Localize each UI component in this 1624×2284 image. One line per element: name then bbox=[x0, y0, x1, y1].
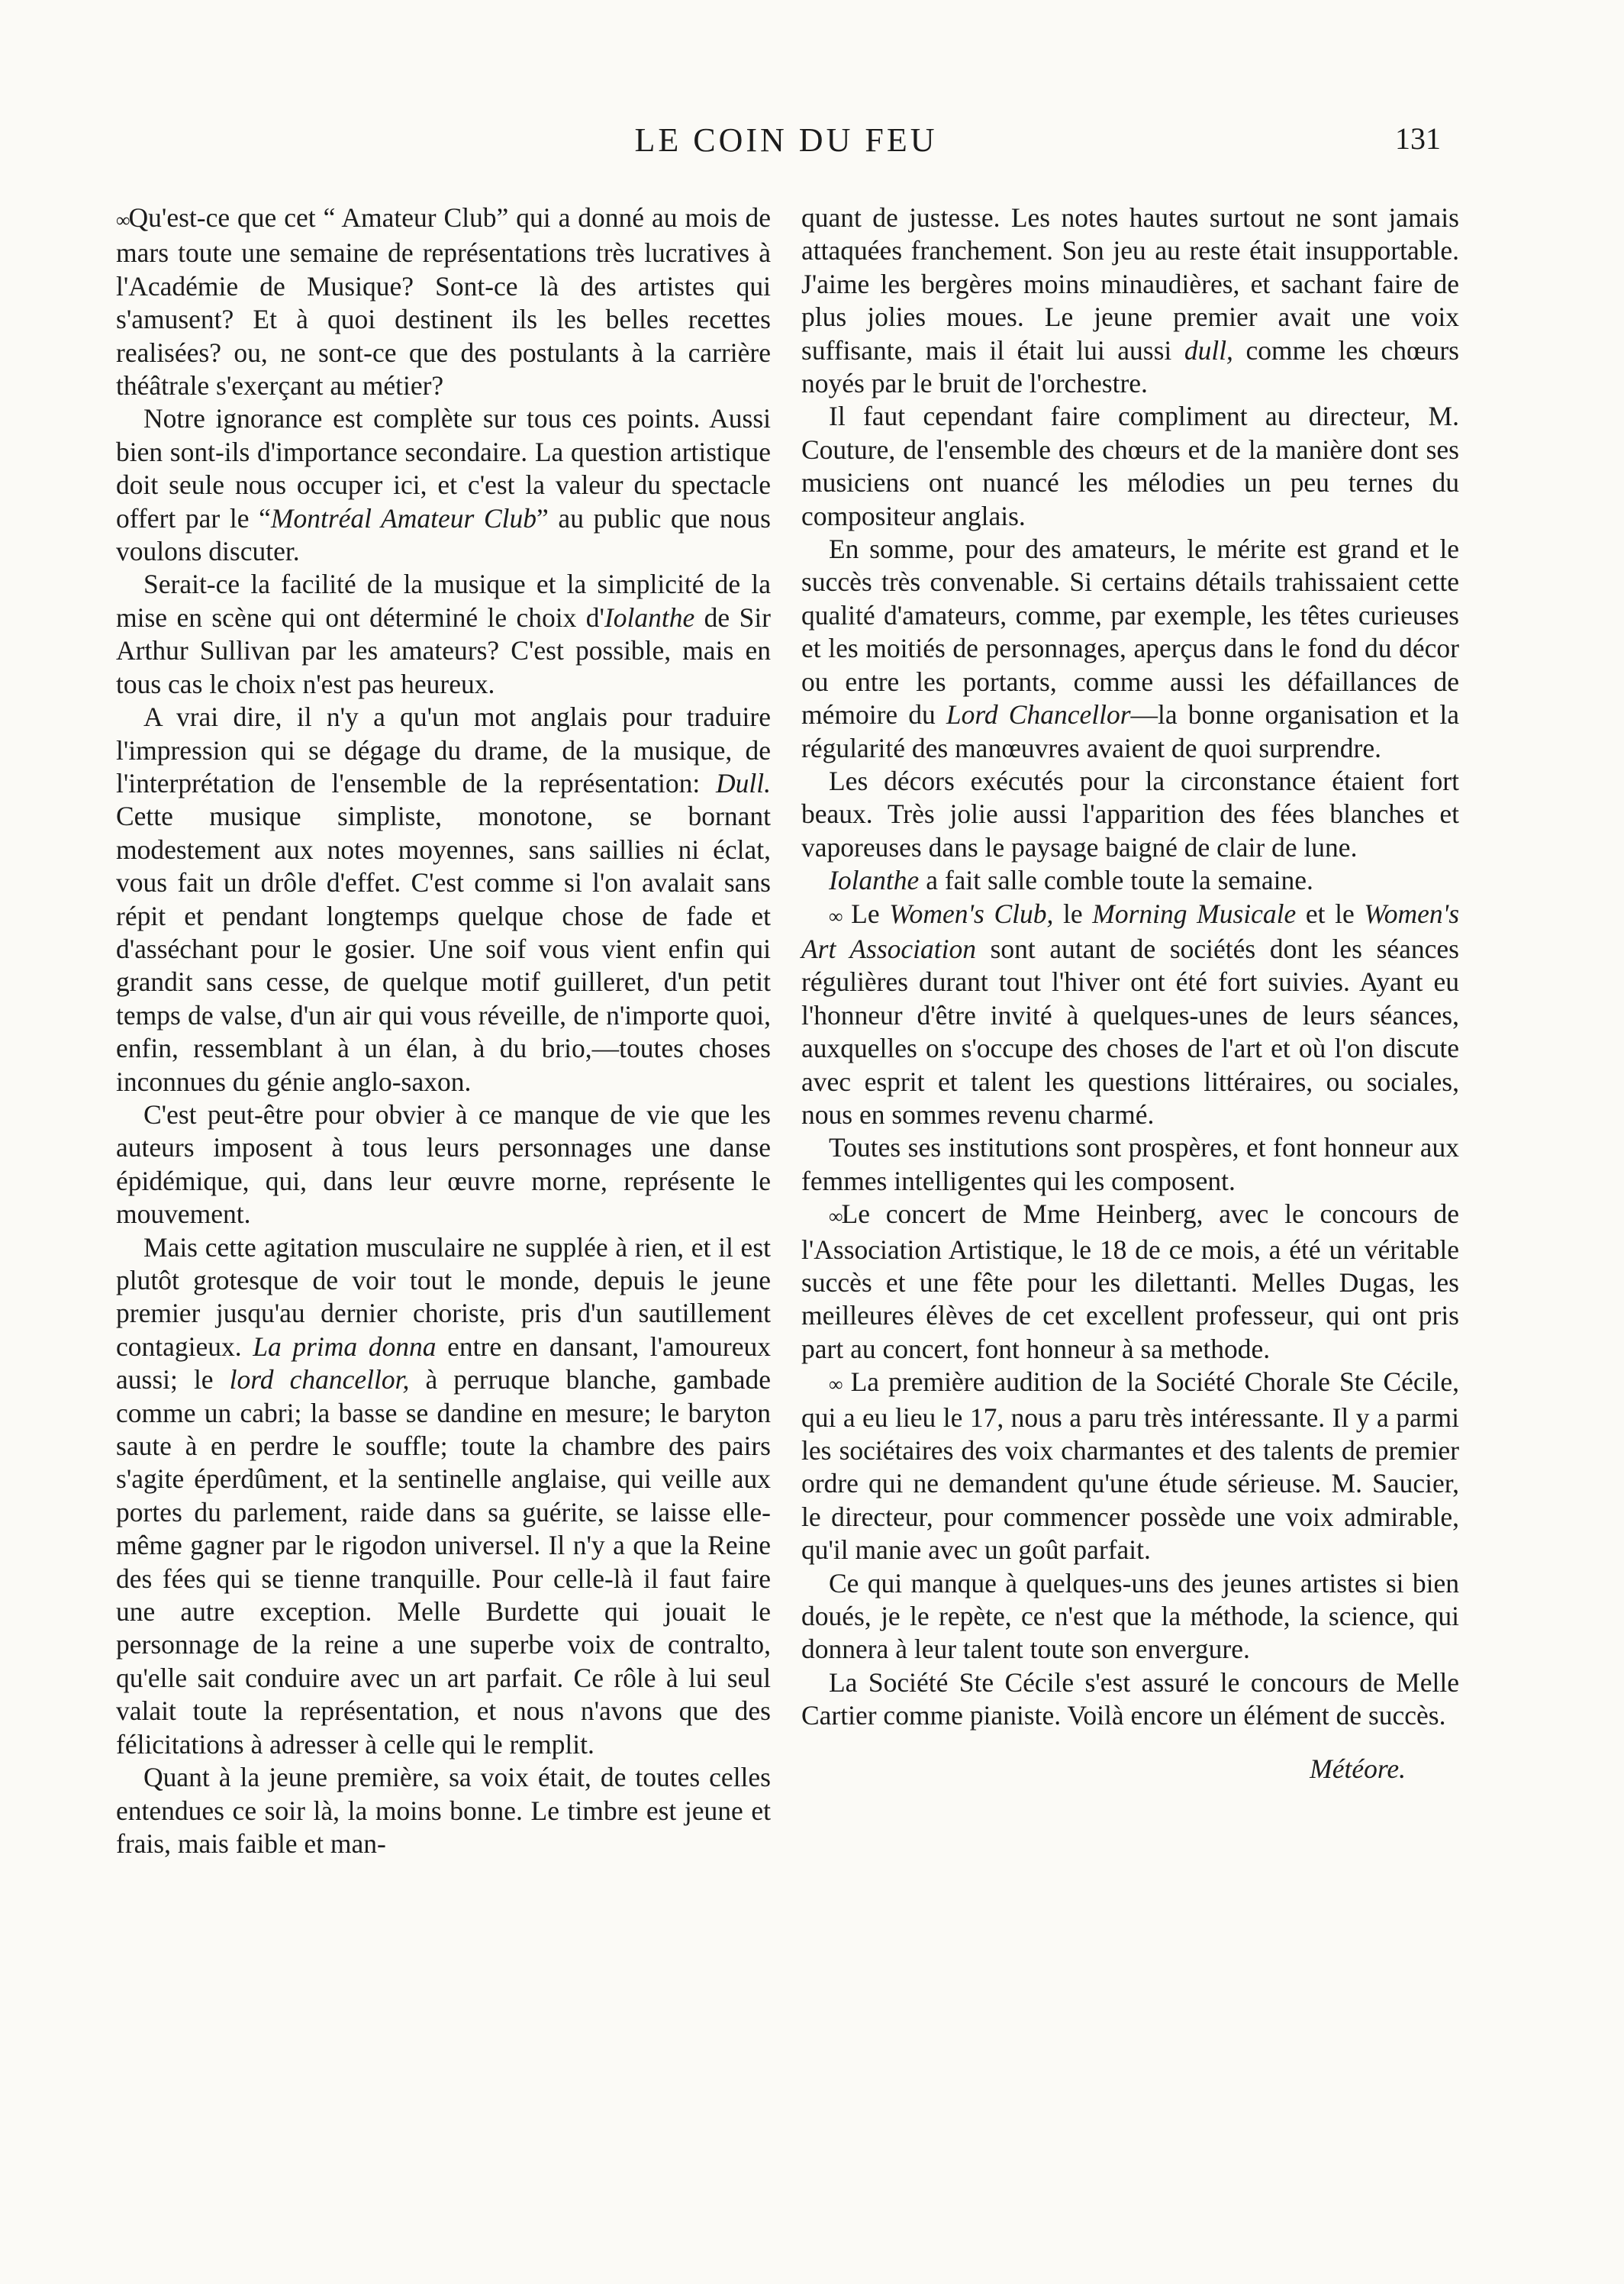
page-number: 131 bbox=[1395, 121, 1441, 156]
paragraph: Toutes ses institutions sont prospères, et font honneur aux femmes intelligentes qui les composent. bbox=[801, 1132, 1459, 1196]
ornament: ∞ bbox=[829, 905, 842, 927]
paragraph: Ce qui manque à quelques-uns des jeunes artistes si bien doués, je le repète, ce n'est que la méthode, la science, qui donnera à leur talent toute son envergure. bbox=[801, 1567, 1459, 1665]
left-column bbox=[116, 202, 771, 1860]
paragraph: C'est peut-être pour obvier à ce manque de vie que les auteurs imposent à tous leurs personnages une danse épidémique, qui, dans leur œuvre morne, représente le mouvement. bbox=[116, 1098, 771, 1230]
right-column bbox=[801, 202, 1459, 1786]
paragraph: Iolanthe a fait salle comble toute la semaine. bbox=[829, 865, 1313, 896]
paragraph: ∞ Le Women's Club, le Morning Musicale et le Women's Art Association sont autant de sociétés dont les séances régulières durant tout l'hiver ont été fort suivies. Ayant eu l'honneur d'être invité à quelques-unes de leurs séances, auxquelles on s'occupe des choses de l'art et où l'on discute avec esprit et talent les questions littéraires, ou sociales, nous en sommes revenu charmé. bbox=[801, 898, 1460, 1130]
paragraph: Mais cette agitation musculaire ne supplée à rien, et il est plutôt grotesque de voir tout le monde, depuis le jeune premier jusqu'au dernier choriste, pris d'un sautillement contagieux. La prima donna entre en dansant, l'amoureux aussi; le lord chancellor, à perruque blanche, gambade comme un cabri; la basse se dandine en mesure; le baryton saute à en perdre le souffle; toute la chambre des pairs s'agite éperdûment, et la sentinelle anglaise, qui veille aux portes du parlement, raide dans sa guérite, se laisse elle-même gagner par le rigodon universel. Il n'y a que la Reine des fées qui se tienne tranquille. Pour celle-là il faut faire une autre exception. Melle Burdette qui jouait le personnage de la reine a une superbe voix de contralto, qu'elle sait conduire avec un art parfait. Ce rôle à lui seul valait toute la représentation, et nous n'avons que des félicitations à adresser à celle qui le remplit. bbox=[116, 1231, 772, 1760]
paragraph: Les décors exécutés pour la circonstance étaient fort beaux. Très jolie aussi l'apparition des fées blanches et vaporeuses dans le paysage baigné de clair de lune. bbox=[801, 765, 1459, 863]
paragraph: ∞ La première audition de la Société Chorale Ste Cécile, qui a eu lieu le 17, nous a paru très intéressante. Il y a parmi les sociétaires des voix charmantes et des talents de premier ordre qui ne demandent qu'une étude sérieuse. M. Saucier, le directeur, pour commencer possède une voix admirable, qu'il manie avec un goût parfait. bbox=[801, 1366, 1459, 1566]
ornament: ∞ bbox=[829, 1373, 842, 1396]
paragraph: Quant à la jeune première, sa voix était, de toutes celles entendues ce soir là, la moins bonne. Le timbre est jeune et frais, mais faible et man- bbox=[116, 1762, 771, 1859]
paragraph: Il faut cependant faire compliment au directeur, M. Couture, de l'ensemble des chœurs et de la manière dont ses musiciens ont nuancé les mélodies un peu ternes du compositeur anglais. bbox=[801, 401, 1459, 531]
paragraph: Serait-ce la facilité de la musique et la simplicité de la mise en scène qui ont déterminé le choix d'Iolanthe de Sir Arthur Sullivan par les amateurs? C'est possible, mais en tous cas le choix n'est pas heureux. bbox=[116, 569, 771, 699]
page-header bbox=[0, 121, 1624, 166]
running-title: LE COIN DU FEU bbox=[634, 121, 938, 159]
author-signature: Météore. bbox=[1310, 1753, 1406, 1784]
paragraph: ∞Le concert de Mme Heinberg, avec le concours de l'Association Artistique, le 18 de ce mois, a été un véritable succès et une fête pour les dilettanti. Melles Dugas, les meilleures élèves de cet excellent professeur, qui ont pris part au concert, font honneur à sa methode. bbox=[801, 1198, 1459, 1364]
paragraph: La Société Ste Cécile s'est assuré le concours de Melle Cartier comme pianiste. Voilà encore un élément de succès. bbox=[801, 1666, 1459, 1731]
paragraph: En somme, pour des amateurs, le mérite est grand et le succès très convenable. Si certains détails trahissaient cette qualité d'amateurs, comme, par exemple, les têtes curieuses et les moitiés de personnages, aperçus dans le fond du décor ou entre les portants, comme aussi les défaillances de mémoire du Lord Chancellor—la bonne organisation et la régularité des manœuvres avaient de quoi surprendre. bbox=[801, 534, 1459, 763]
paragraph: A vrai dire, il n'y a qu'un mot anglais pour traduire l'impression qui se dégage du drame, de la musique, de l'interprétation de l'ensemble de la représentation: Dull. Cette musique simpliste, monotone, se bornant modestement aux notes moyennes, sans saillies ni éclat, vous fait un drôle d'effet. C'est comme si l'on avalait sans répit et pendant longtemps quelque chose de fade et d'asséchant pour le gosier. Une soif vous vient enfin qui grandit sans cesse, de quelque motif guilleret, d'un petit temps de valse, d'un air qui vous réveille, de n'importe quoi, enfin, ressemblant à un élan, à du brio,—toutes choses inconnues du génie anglo-saxon. bbox=[116, 702, 772, 1097]
ornament: ∞ bbox=[116, 209, 129, 231]
paragraph: quant de justesse. Les notes hautes surtout ne sont jamais attaquées franchement. Son jeu au reste était insupportable. J'aime les bergères moins minaudières, et sachant faire de plus jolies moues. Le jeune premier avait une voix suffisante, mais il était lui aussi dull, comme les chœurs noyés par le bruit de l'orchestre. bbox=[801, 202, 1459, 399]
ornament: ∞ bbox=[829, 1205, 842, 1228]
paragraph: ∞Qu'est-ce que cet “ Amateur Club” qui a donné au mois de mars toute une semaine de représentations très lucratives à l'Académie de Musique? Sont-ce là des artistes qui s'amusent? Et à quoi destinent ils les belles recettes realisées? ou, ne sont-ce que des postulants à la carrière théâtrale s'exerçant au métier? bbox=[116, 202, 771, 402]
paragraph: Notre ignorance est complète sur tous ces points. Aussi bien sont-ils d'importance secondaire. La question artistique doit seule nous occuper ici, et c'est la valeur du spectacle offert par le “Montréal Amateur Club” au public que nous voulons discuter. bbox=[116, 403, 771, 567]
